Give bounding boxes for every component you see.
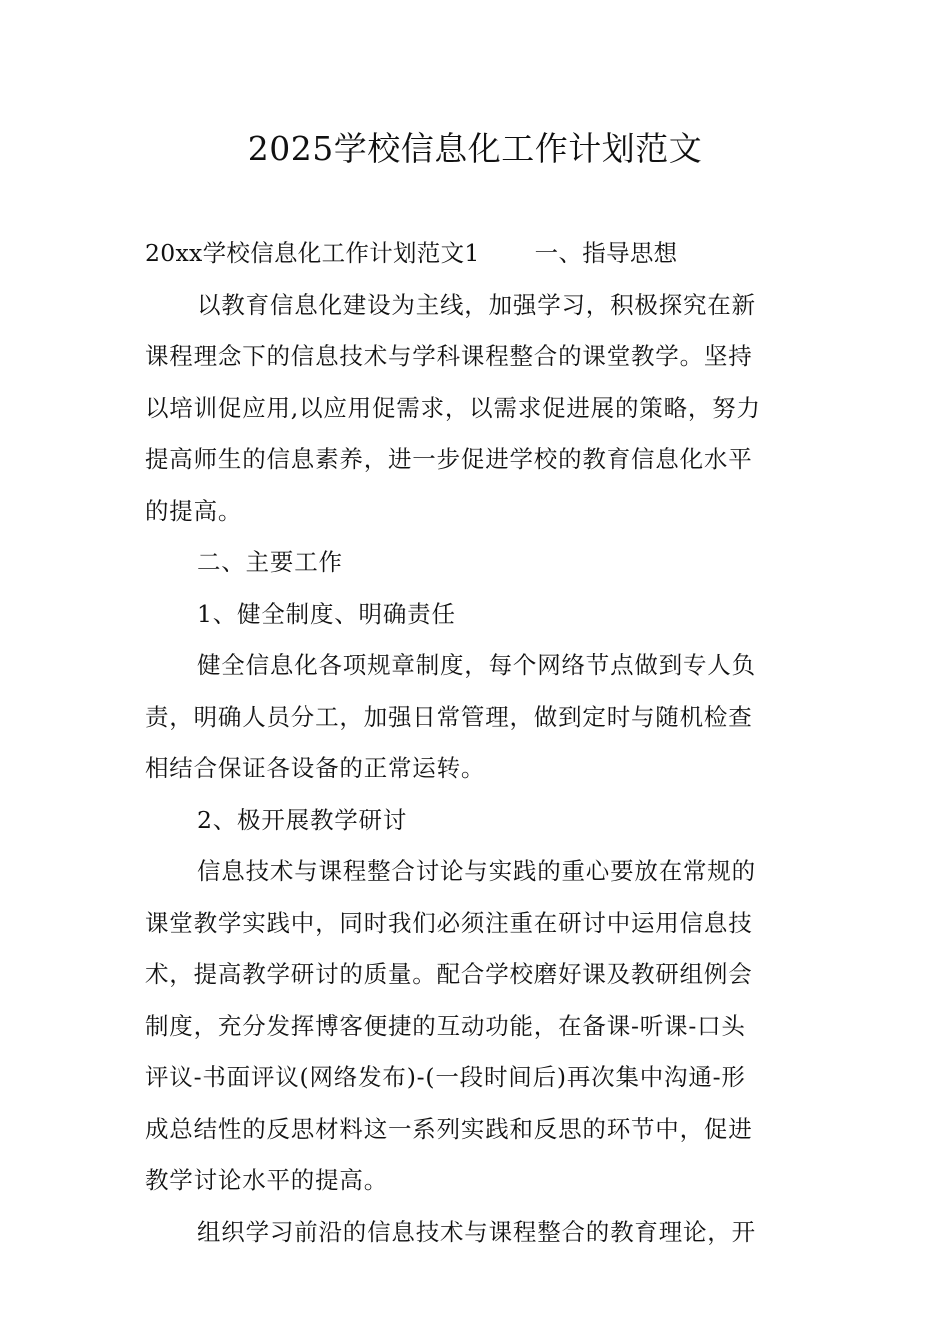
paragraph-line: 组织学习前沿的信息技术与课程整合的教育理论，开 bbox=[197, 1217, 756, 1246]
section-heading-main-work: 二、主要工作 bbox=[197, 548, 343, 576]
paragraph-line: 相结合保证各设备的正常运转。 bbox=[145, 754, 486, 782]
paragraph-line: 以培训促应用,以应用促需求，以需求促进展的策略，努力 bbox=[145, 393, 761, 422]
paragraph-line: 课程理念下的信息技术与学科课程整合的课堂教学。坚持 bbox=[145, 342, 753, 370]
paragraph-line: 以教育信息化建设为主线，加强学习，积极探究在新 bbox=[197, 290, 756, 319]
subheading-1: 1、健全制度、明确责任 bbox=[197, 599, 456, 628]
paragraph-line: 健全信息化各项规章制度，每个网络节点做到专人负 bbox=[197, 651, 756, 679]
section-heading-guiding-thought: 一、指导思想 bbox=[534, 239, 678, 267]
paragraph-line: 信息技术与课程整合讨论与实践的重心要放在常规的 bbox=[197, 857, 756, 885]
paragraph-line: 提高师生的信息素养，进一步促进学校的教育信息化水平 bbox=[145, 445, 753, 473]
paragraph-line: 成总结性的反思材料这一系列实践和反思的环节中，促进 bbox=[145, 1114, 753, 1143]
subtitle-line bbox=[145, 228, 805, 280]
document-title: 2025学校信息化工作计划范文 bbox=[247, 129, 703, 168]
paragraph-line: 责，明确人员分工，加强日常管理，做到定时与随机检查 bbox=[145, 702, 753, 731]
paragraph-line: 教学讨论水平的提高。 bbox=[145, 1166, 388, 1194]
paragraph-line: 制度，充分发挥博客便捷的互动功能，在备课-听课-口头 bbox=[145, 1011, 746, 1040]
document-subtitle: 20xx学校信息化工作计划范文1 bbox=[145, 239, 480, 267]
paragraph-line: 评议-书面评议(网络发布)-(一段时间后)再次集中沟通-形 bbox=[145, 1063, 746, 1091]
paragraph-line: 课堂教学实践中，同时我们必须注重在研讨中运用信息技 bbox=[145, 908, 753, 937]
subheading-2: 2、极开展教学研讨 bbox=[197, 805, 408, 834]
paragraph-line: 的提高。 bbox=[145, 496, 243, 525]
paragraph-line: 术，提高教学研讨的质量。配合学校磨好课及教研组例会 bbox=[145, 960, 753, 988]
document-body bbox=[145, 228, 805, 1258]
